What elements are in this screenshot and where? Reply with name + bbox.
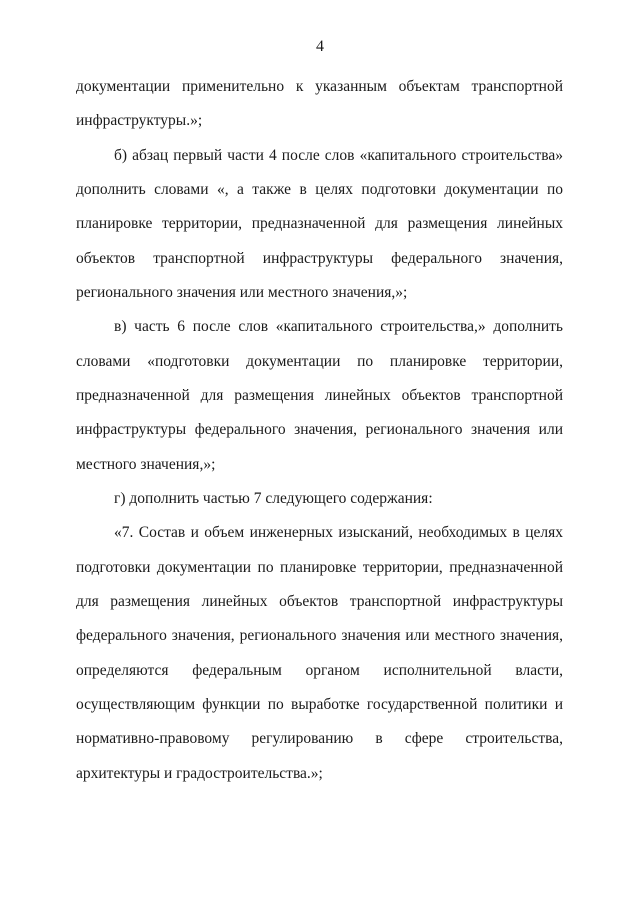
text-line: федерального значения, регионального значения или местного значения, [76,627,563,644]
text-line: осуществляющим функции по выработке государственной политики и [76,696,563,713]
text-line: регионального значения или местного значения,»; [76,284,408,301]
text-line: документации применительно к указанным объектам транспортной [76,78,563,95]
text-line: предназначенной для размещения линейных объектов транспортной [76,387,563,404]
text-line: в) часть 6 после слов «капитального строительства,» дополнить [114,318,563,335]
text-line: местного значения,»; [76,456,216,473]
text-line: архитектуры и градостроительства.»; [76,765,323,782]
text-line: нормативно-правовому регулированию в сфере строительства, [76,730,563,747]
page-number: 4 [316,38,324,55]
text-line: словами «подготовки документации по планировке территории, [76,353,563,370]
text-line: б) абзац первый части 4 после слов «капитального строительства» [114,147,563,164]
text-line: дополнить словами «, а также в целях подготовки документации по [76,181,563,198]
text-line: инфраструктуры.»; [76,112,203,129]
text-line: определяются федеральным органом исполнительной власти, [76,662,563,679]
text-line: объектов транспортной инфраструктуры федерального значения, [76,250,563,267]
text-line: инфраструктуры федерального значения, регионального значения или [76,421,563,438]
text-line: г) дополнить частью 7 следующего содержания: [114,490,433,507]
text-line: «7. Состав и объем инженерных изысканий, необходимых в целях [114,524,563,541]
text-line: для размещения линейных объектов транспортной инфраструктуры [76,593,563,610]
text-line: планировке территории, предназначенной для размещения линейных [76,215,563,232]
text-line: подготовки документации по планировке территории, предназначенной [76,559,563,576]
